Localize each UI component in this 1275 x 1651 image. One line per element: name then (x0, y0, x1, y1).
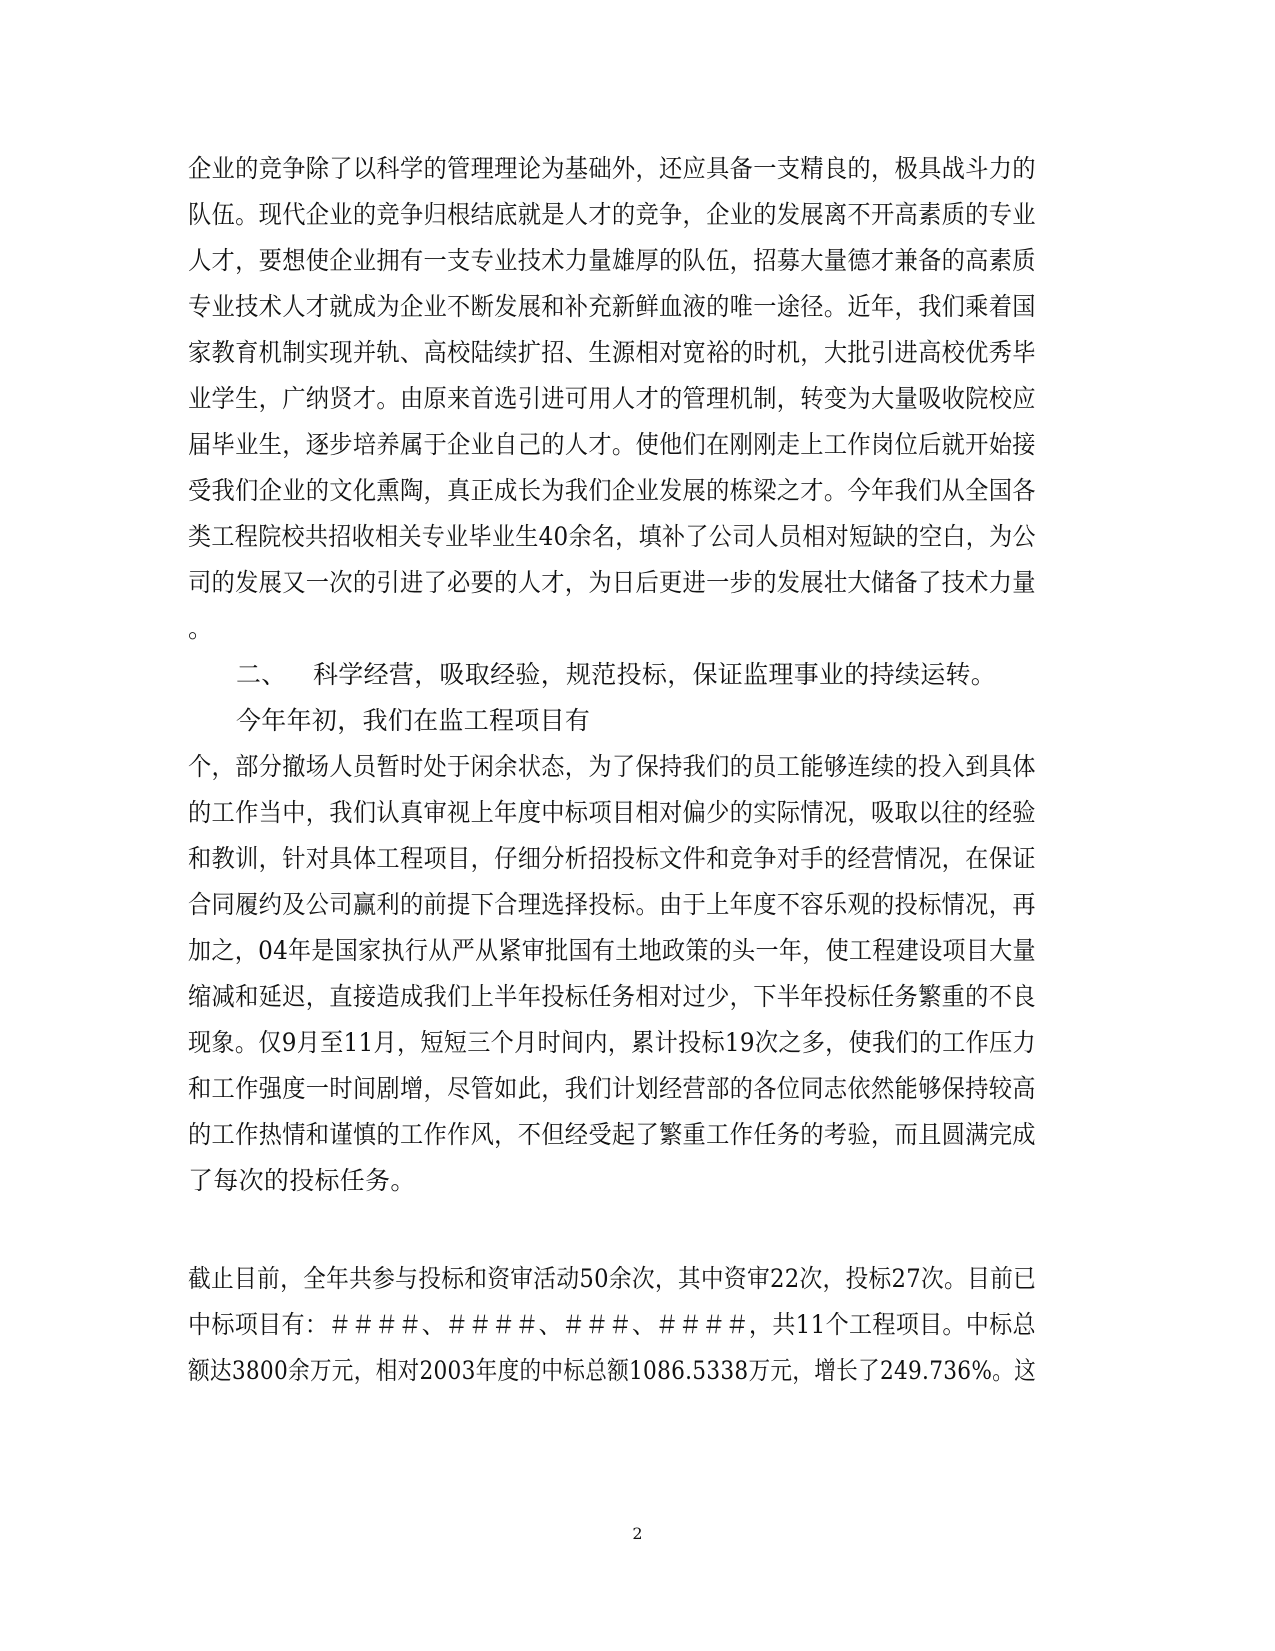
paragraph1-line: 届毕业生，逐步培养属于企业自己的人才。使他们在刚刚走上工作岗位后就开始接 (188, 430, 1036, 459)
paragraph1-line: 企业的竞争除了以科学的管理理论为基础外，还应具备一支精良的，极具战斗力的 (188, 154, 1036, 183)
paragraph2-line: 加之，04年是国家执行从严从紧审批国有土地政策的头一年，使工程建设项目大量 (188, 936, 1036, 965)
paragraph1-line: 人才，要想使企业拥有一支专业技术力量雄厚的队伍，招募大量德才兼备的高素质 (188, 246, 1036, 275)
section-heading: 科学经营，吸取经验，规范投标，保证监理事业的持续运转。 (313, 660, 997, 689)
paragraph2-line: 合同履约及公司赢利的前提下合理选择投标。由于上年度不容乐观的投标情况，再 (188, 890, 1036, 919)
paragraph1-line: 受我们企业的文化熏陶，真正成长为我们企业发展的栋梁之才。今年我们从全国各 (188, 476, 1036, 505)
paragraph3-line: 截止目前，全年共参与投标和资审活动50余次，其中资审22次，投标27次。目前已 (188, 1264, 1037, 1293)
paragraph3-line: 额达3800余万元，相对2003年度的中标总额1086.5338万元，增长了249.736%。这 (188, 1356, 1036, 1385)
paragraph1-line: 家教育机制实现并轨、高校陆续扩招、生源相对宽裕的时机，大批引进高校优秀毕 (188, 338, 1036, 367)
paragraph2-line: 的工作当中，我们认真审视上年度中标项目相对偏少的实际情况，吸取以往的经验 (188, 798, 1036, 827)
paragraph2-first-line: 今年年初，我们在监工程项目有 (236, 706, 591, 735)
paragraph1-line: 。 (188, 614, 214, 643)
paragraph2-line: 现象。仅9月至11月，短短三个月时间内，累计投标19次之多，使我们的工作压力 (188, 1028, 1036, 1057)
paragraph1-line: 专业技术人才就成为企业不断发展和补充新鲜血液的唯一途径。近年，我们乘着国 (188, 292, 1036, 321)
paragraph2-line: 的工作热情和谨慎的工作作风，不但经受起了繁重工作任务的考验，而且圆满完成 (188, 1120, 1036, 1149)
paragraph2-line: 了每次的投标任务。 (188, 1166, 416, 1195)
paragraph2-line: 和工作强度一时间剧增，尽管如此，我们计划经营部的各位同志依然能够保持较高 (188, 1074, 1036, 1103)
paragraph2-line: 缩减和延迟，直接造成我们上半年投标任务相对过少，下半年投标任务繁重的不良 (188, 982, 1036, 1011)
paragraph1-line: 队伍。现代企业的竞争归根结底就是人才的竞争，企业的发展离不开高素质的专业 (188, 200, 1036, 229)
paragraph1-line: 类工程院校共招收相关专业毕业生40余名，填补了公司人员相对短缺的空白，为公 (188, 522, 1036, 551)
paragraph1-line: 司的发展又一次的引进了必要的人才，为日后更进一步的发展壮大储备了技术力量 (188, 568, 1036, 597)
paragraph2-line: 个，部分撤场人员暂时处于闲余状态，为了保持我们的员工能够连续的投入到具体 (188, 752, 1036, 781)
section-number: 二、 (236, 660, 287, 689)
paragraph1-line: 业学生，广纳贤才。由原来首选引进可用人才的管理机制，转变为大量吸收院校应 (188, 384, 1036, 413)
paragraph2-line: 和教训，针对具体工程项目，仔细分析招投标文件和竞争对手的经营情况，在保证 (188, 844, 1036, 873)
page-number: 2 (632, 1524, 643, 1543)
paragraph3-line: 中标项目有：＃＃＃＃、＃＃＃＃、＃＃＃、＃＃＃＃，共11个工程项目。中标总 (188, 1310, 1036, 1339)
